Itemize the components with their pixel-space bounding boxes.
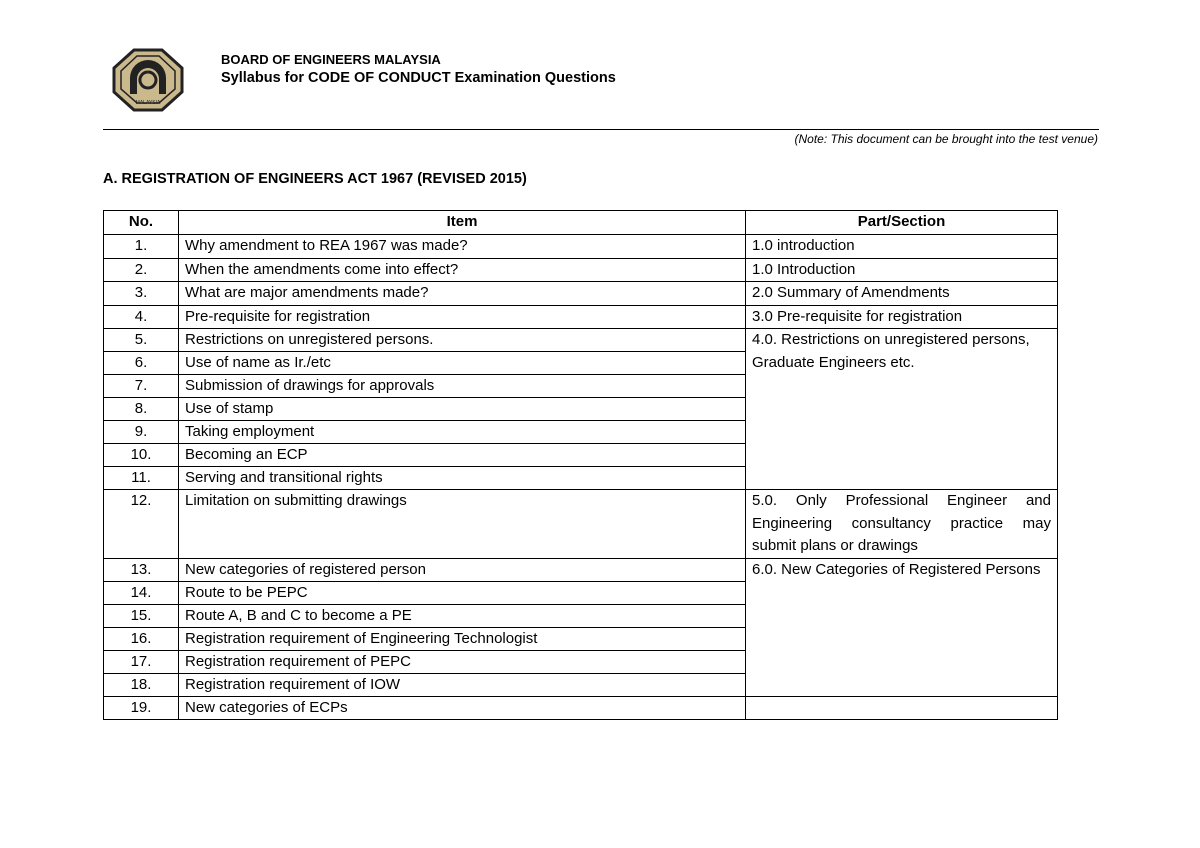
row-item: Taking employment xyxy=(179,421,746,444)
row-number: 16. xyxy=(104,627,179,650)
row-item: Becoming an ECP xyxy=(179,444,746,467)
table-row xyxy=(104,558,1058,581)
row-item: Serving and transitional rights xyxy=(179,467,746,490)
row-number: 15. xyxy=(104,604,179,627)
row-item: Limitation on submitting drawings xyxy=(179,490,746,559)
table-row xyxy=(104,305,1058,329)
row-item: What are major amendments made? xyxy=(179,282,746,306)
row-item: Submission of drawings for approvals xyxy=(179,375,746,398)
organization-name: BOARD OF ENGINEERS MALAYSIA xyxy=(221,52,441,67)
row-number: 13. xyxy=(104,558,179,581)
row-item: Route to be PEPC xyxy=(179,581,746,604)
table-row xyxy=(104,282,1058,306)
syllabus-table xyxy=(103,210,1058,720)
row-number: 6. xyxy=(104,352,179,375)
row-number: 18. xyxy=(104,673,179,696)
row-part: 1.0 introduction xyxy=(746,235,1058,259)
row-item: New categories of registered person xyxy=(179,558,746,581)
row-part: 3.0 Pre-requisite for registration xyxy=(746,305,1058,329)
row-item: Use of name as Ir./etc xyxy=(179,352,746,375)
header-divider xyxy=(103,129,1099,130)
row-part: 5.0. Only Professional Engineer and Engineering consultancy practice may submit plans or drawings xyxy=(746,490,1058,559)
row-number: 12. xyxy=(104,490,179,559)
row-number: 17. xyxy=(104,650,179,673)
row-number: 4. xyxy=(104,305,179,329)
table-header-row xyxy=(104,211,1058,235)
row-part: 2.0 Summary of Amendments xyxy=(746,282,1058,306)
row-part: 1.0 Introduction xyxy=(746,258,1058,282)
row-item: Route A, B and C to become a PE xyxy=(179,604,746,627)
row-item: Why amendment to REA 1967 was made? xyxy=(179,235,746,259)
row-number: 1. xyxy=(104,235,179,259)
row-part: 6.0. New Categories of Registered Persons xyxy=(746,558,1058,696)
table-row xyxy=(104,329,1058,352)
row-item: New categories of ECPs xyxy=(179,696,746,719)
row-number: 2. xyxy=(104,258,179,282)
row-number: 14. xyxy=(104,581,179,604)
row-number: 11. xyxy=(104,467,179,490)
bem-logo xyxy=(112,48,184,112)
row-item: Registration requirement of PEPC xyxy=(179,650,746,673)
row-item: Registration requirement of Engineering Technologist xyxy=(179,627,746,650)
row-item: Restrictions on unregistered persons. xyxy=(179,329,746,352)
row-number: 8. xyxy=(104,398,179,421)
row-number: 5. xyxy=(104,329,179,352)
table-row xyxy=(104,235,1058,259)
table-row xyxy=(104,490,1058,559)
row-item: Registration requirement of IOW xyxy=(179,673,746,696)
table-row xyxy=(104,258,1058,282)
row-item: Pre-requisite for registration xyxy=(179,305,746,329)
row-number: 9. xyxy=(104,421,179,444)
row-number: 3. xyxy=(104,282,179,306)
row-number: 19. xyxy=(104,696,179,719)
logo-text: MALAYSIA xyxy=(135,100,161,106)
table-row xyxy=(104,696,1058,719)
header-part: Part/Section xyxy=(746,211,1058,235)
section-title: A. REGISTRATION OF ENGINEERS ACT 1967 (REVISED 2015) xyxy=(103,171,527,187)
header-item: Item xyxy=(179,211,746,235)
row-item: Use of stamp xyxy=(179,398,746,421)
header-no: No. xyxy=(104,211,179,235)
row-number: 7. xyxy=(104,375,179,398)
row-part: 4.0. Restrictions on unregistered persons, Graduate Engineers etc. xyxy=(746,329,1058,490)
document-subtitle: Syllabus for CODE OF CONDUCT Examination Questions xyxy=(221,70,616,86)
venue-note: (Note: This document can be brought into the test venue) xyxy=(794,132,1098,146)
row-part xyxy=(746,696,1058,719)
row-item: When the amendments come into effect? xyxy=(179,258,746,282)
row-number: 10. xyxy=(104,444,179,467)
